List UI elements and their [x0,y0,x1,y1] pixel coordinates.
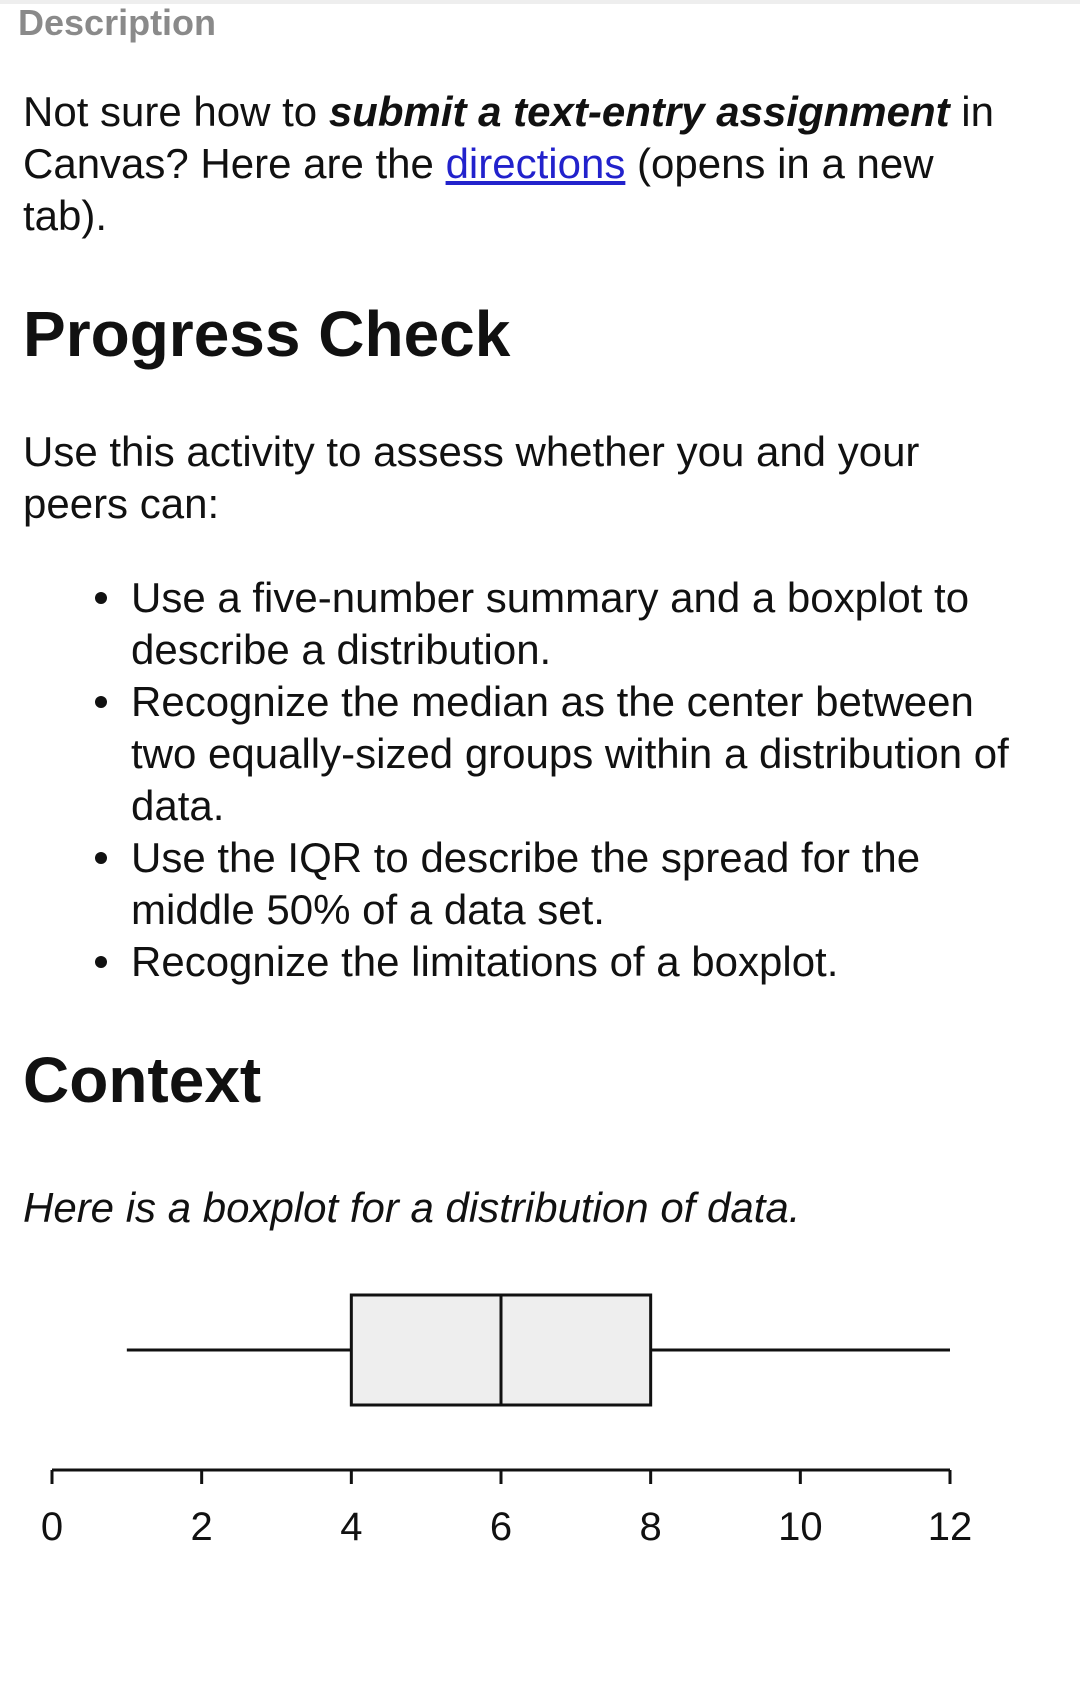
x-tick-label: 6 [489,1505,513,1549]
bullet-icon [95,696,107,708]
intro-suffix: (opens in a new tab). [23,140,934,239]
list-item [131,572,1023,676]
list-item [131,832,1023,936]
intro-paragraph [23,86,1023,242]
learning-goals-list [23,572,1023,988]
bullet-icon [95,956,107,968]
x-tick-label: 2 [190,1505,213,1549]
x-tick-label: 10 [778,1505,823,1549]
progress-check-heading: Progress Check [23,298,511,370]
assignment-body [23,86,1023,1234]
intro-prefix: Not sure how to [23,88,329,135]
boxplot-chart [0,1270,1080,1570]
intro-emphasis: submit a text-entry assignment [328,88,950,135]
section-header: Description [18,2,217,43]
intro-middle: in Canvas? Here are the [23,88,994,187]
x-tick-label: 8 [639,1505,662,1549]
boxplot-caption: Here is a boxplot for a distribution of data. [23,1184,801,1231]
list-item [131,676,1023,832]
boxplot-figure [0,1270,1080,1570]
bullet-icon [95,592,107,604]
goal-text: Recognize the limitations of a boxplot. [131,938,839,985]
goal-text: Use the IQR to describe the spread for the middle 50% of a data set. [131,834,921,933]
x-tick-label: 4 [340,1505,363,1549]
directions-link[interactable]: directions [445,140,626,187]
progress-lead: Use this activity to assess whether you and your peers can: [23,428,920,527]
list-item [131,936,1023,988]
x-tick-label: 12 [927,1505,973,1549]
goal-text: Use a five-number summary and a boxplot to describe a distribution. [131,574,970,673]
goal-text: Recognize the median as the center between two equally-sized groups within a distribution of data. [131,678,1009,829]
x-tick-label: 0 [40,1505,64,1549]
context-heading: Context [23,1044,262,1116]
bullet-icon [95,852,107,864]
